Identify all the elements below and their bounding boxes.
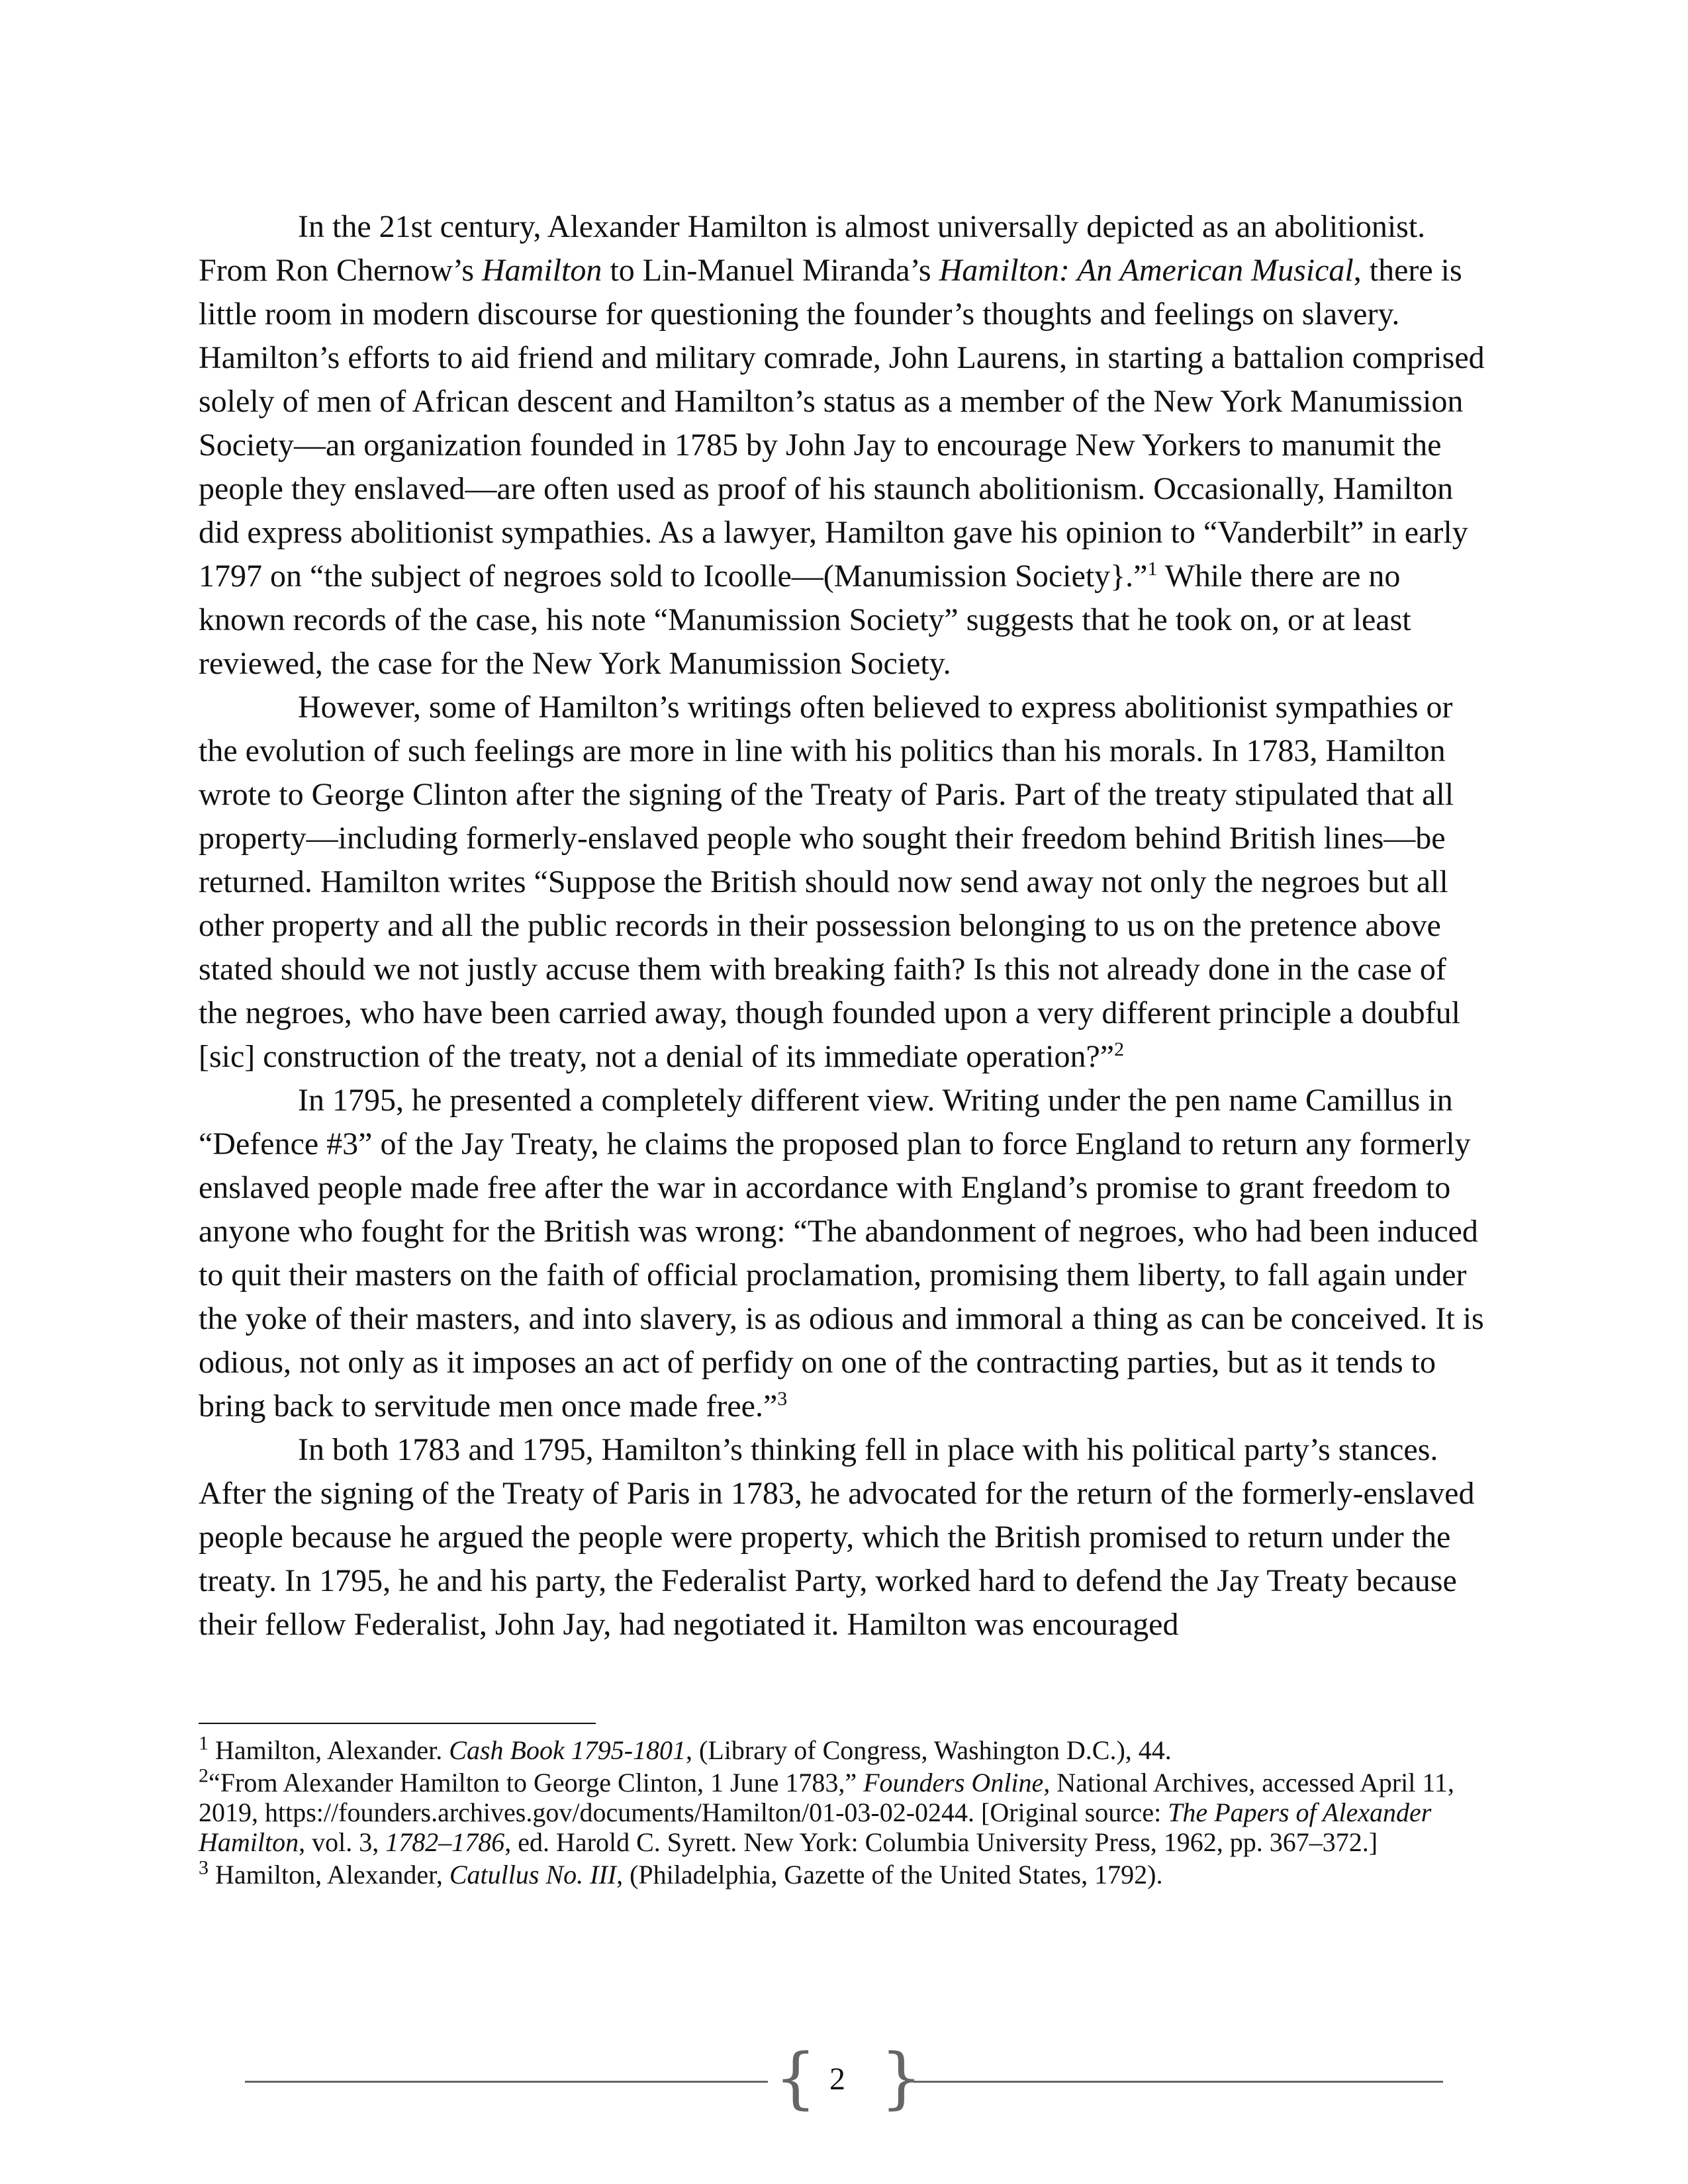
paragraph-3 bbox=[199, 1079, 1489, 1428]
musical-title: Hamilton: An American Musical bbox=[939, 253, 1354, 288]
footnote-2-text-b: National Archives, accessed April 11, 2019, https://founders.archives.gov/documents/Hamilton/01-03-02-0244. [Original source: bbox=[199, 1768, 1454, 1827]
footer-rule-left bbox=[245, 2081, 768, 2083]
footnote-2-years: 1782–1786 bbox=[385, 1827, 505, 1857]
footer-rule-right bbox=[914, 2081, 1443, 2083]
footnote-3-text-a: Hamilton, Alexander, bbox=[209, 1860, 449, 1889]
paragraph-1-text-b: to Lin-Manuel Miranda’s bbox=[602, 253, 939, 288]
paragraph-1-text-d: While there are no known records of the case, his note “Manumission Society” suggests that he took on, or at least reviewed, the case for the New York Manumission Society. bbox=[199, 559, 1411, 681]
paragraph-1 bbox=[199, 205, 1489, 686]
footnote-2-text-c: , vol. 3, bbox=[299, 1827, 386, 1857]
footnote-2-text-a: “From Alexander Hamilton to George Clinton, 1 June 1783,” bbox=[209, 1768, 864, 1797]
footnote-ref-2[interactable]: 2 bbox=[1114, 1038, 1125, 1060]
footnote-separator bbox=[199, 1723, 596, 1724]
paragraph-4 bbox=[199, 1428, 1489, 1647]
paragraph-1-text-c: , there is little room in modern discourse for questioning the founder’s thoughts and feelings on slavery. Hamilton’s efforts to aid friend and military comrade, John Laurens, in starting a battalion comprised solely of men of African descent and Hamilton’s status as a member of the New York Manumission Society—an organization founded in 1785 by John Jay to encourage New Yorkers to manumit the people they enslaved—are often used as proof of his staunch abolitionism. Occasionally, Hamilton did express abolitionist sympathies. As a lawyer, Hamilton gave his opinion to “Vanderbilt” in early 1797 on “the subject of negroes sold to Icoolle—(Manumission Society}.” bbox=[199, 253, 1485, 594]
footnote-2-source: Founders Online, bbox=[863, 1768, 1051, 1797]
footnote-1-text-b: , (Library of Congress, Washington D.C.), 44. bbox=[686, 1735, 1172, 1765]
footnote-2-papers-title: The Papers of Alexander Hamilton bbox=[199, 1797, 1432, 1857]
footer-bracket-close: } bbox=[880, 2039, 923, 2116]
footnote-1-number: 1 bbox=[199, 1732, 209, 1754]
footnotes bbox=[199, 1732, 1489, 1892]
paragraph-2 bbox=[199, 686, 1489, 1079]
footnote-1-text-a: Hamilton, Alexander. bbox=[209, 1735, 449, 1765]
document-body bbox=[199, 205, 1489, 1647]
page-footer bbox=[245, 2039, 1443, 2118]
footnote-1-title: Cash Book 1795-1801 bbox=[449, 1735, 686, 1765]
paragraph-4-text: In both 1783 and 1795, Hamilton’s thinking fell in place with his political party’s stances. After the signing of the Treaty of Paris in 1783, he advocated for the return of the formerly-enslaved people because he argued the people were property, which the British promised to return under the treaty. In 1795, he and his party, the Federalist Party, worked hard to defend the Jay Treaty because their fellow Federalist, John Jay, had negotiated it. Hamilton was encouraged bbox=[199, 1432, 1475, 1642]
footnote-3-text-b: , (Philadelphia, Gazette of the United States, 1792). bbox=[616, 1860, 1163, 1889]
paragraph-3-text: In 1795, he presented a completely different view. Writing under the pen name Camillus in “Defence #3” of the Jay Treaty, he claims the proposed plan to force England to return any formerly enslaved people made free after the war in accordance with England’s promise to grant freedom to anyone who fought for the British was wrong: “The abandonment of negroes, who had been induced to quit their masters on the faith of official proclamation, promising them liberty, to fall again under the yoke of their masters, and into slavery, is as odious and immoral a thing as can be conceived. It is odious, not only as it imposes an act of perfidy on one of the contracting parties, but as it tends to bring back to servitude men once made free.” bbox=[199, 1083, 1484, 1424]
footnote-ref-1[interactable]: 1 bbox=[1147, 558, 1158, 580]
footnote-2-text-d: , ed. Harold C. Syrett. New York: Columbia University Press, 1962, pp. 367–372.] bbox=[504, 1827, 1378, 1857]
footnote-2 bbox=[199, 1764, 1489, 1857]
footnote-3-number: 3 bbox=[199, 1856, 209, 1879]
paragraph-1-text-a: In the 21st century, Alexander Hamilton is almost universally depicted as an abolitionist. From Ron Chernow’s bbox=[199, 209, 1426, 288]
book-title-hamilton: Hamilton bbox=[482, 253, 602, 288]
footnote-2-number: 2 bbox=[199, 1764, 209, 1787]
page-number: 2 bbox=[829, 2062, 845, 2097]
footnote-ref-3[interactable]: 3 bbox=[777, 1388, 788, 1410]
footer-bracket-open: { bbox=[774, 2039, 817, 2116]
footnote-3-title: Catullus No. III bbox=[449, 1860, 617, 1889]
paragraph-2-text: However, some of Hamilton’s writings often believed to express abolitionist sympathies or the evolution of such feelings are more in line with his politics than his morals. In 1783, Hamilton wrote to George Clinton after the signing of the Treaty of Paris. Part of the treaty stipulated that all property—including formerly-enslaved people who sought their freedom behind British lines—be returned. Hamilton writes “Suppose the British should now send away not only the negroes but all other property and all the public records in their possession belonging to us on the pretence above stated should we not justly accuse them with breaking faith? Is this not already done in the case of the negroes, who have been carried away, though founded upon a very different principle a doubful [sic] construction of the treaty, not a denial of its immediate operation?” bbox=[199, 690, 1460, 1074]
footnote-1 bbox=[199, 1732, 1489, 1765]
footnote-3 bbox=[199, 1856, 1489, 1889]
